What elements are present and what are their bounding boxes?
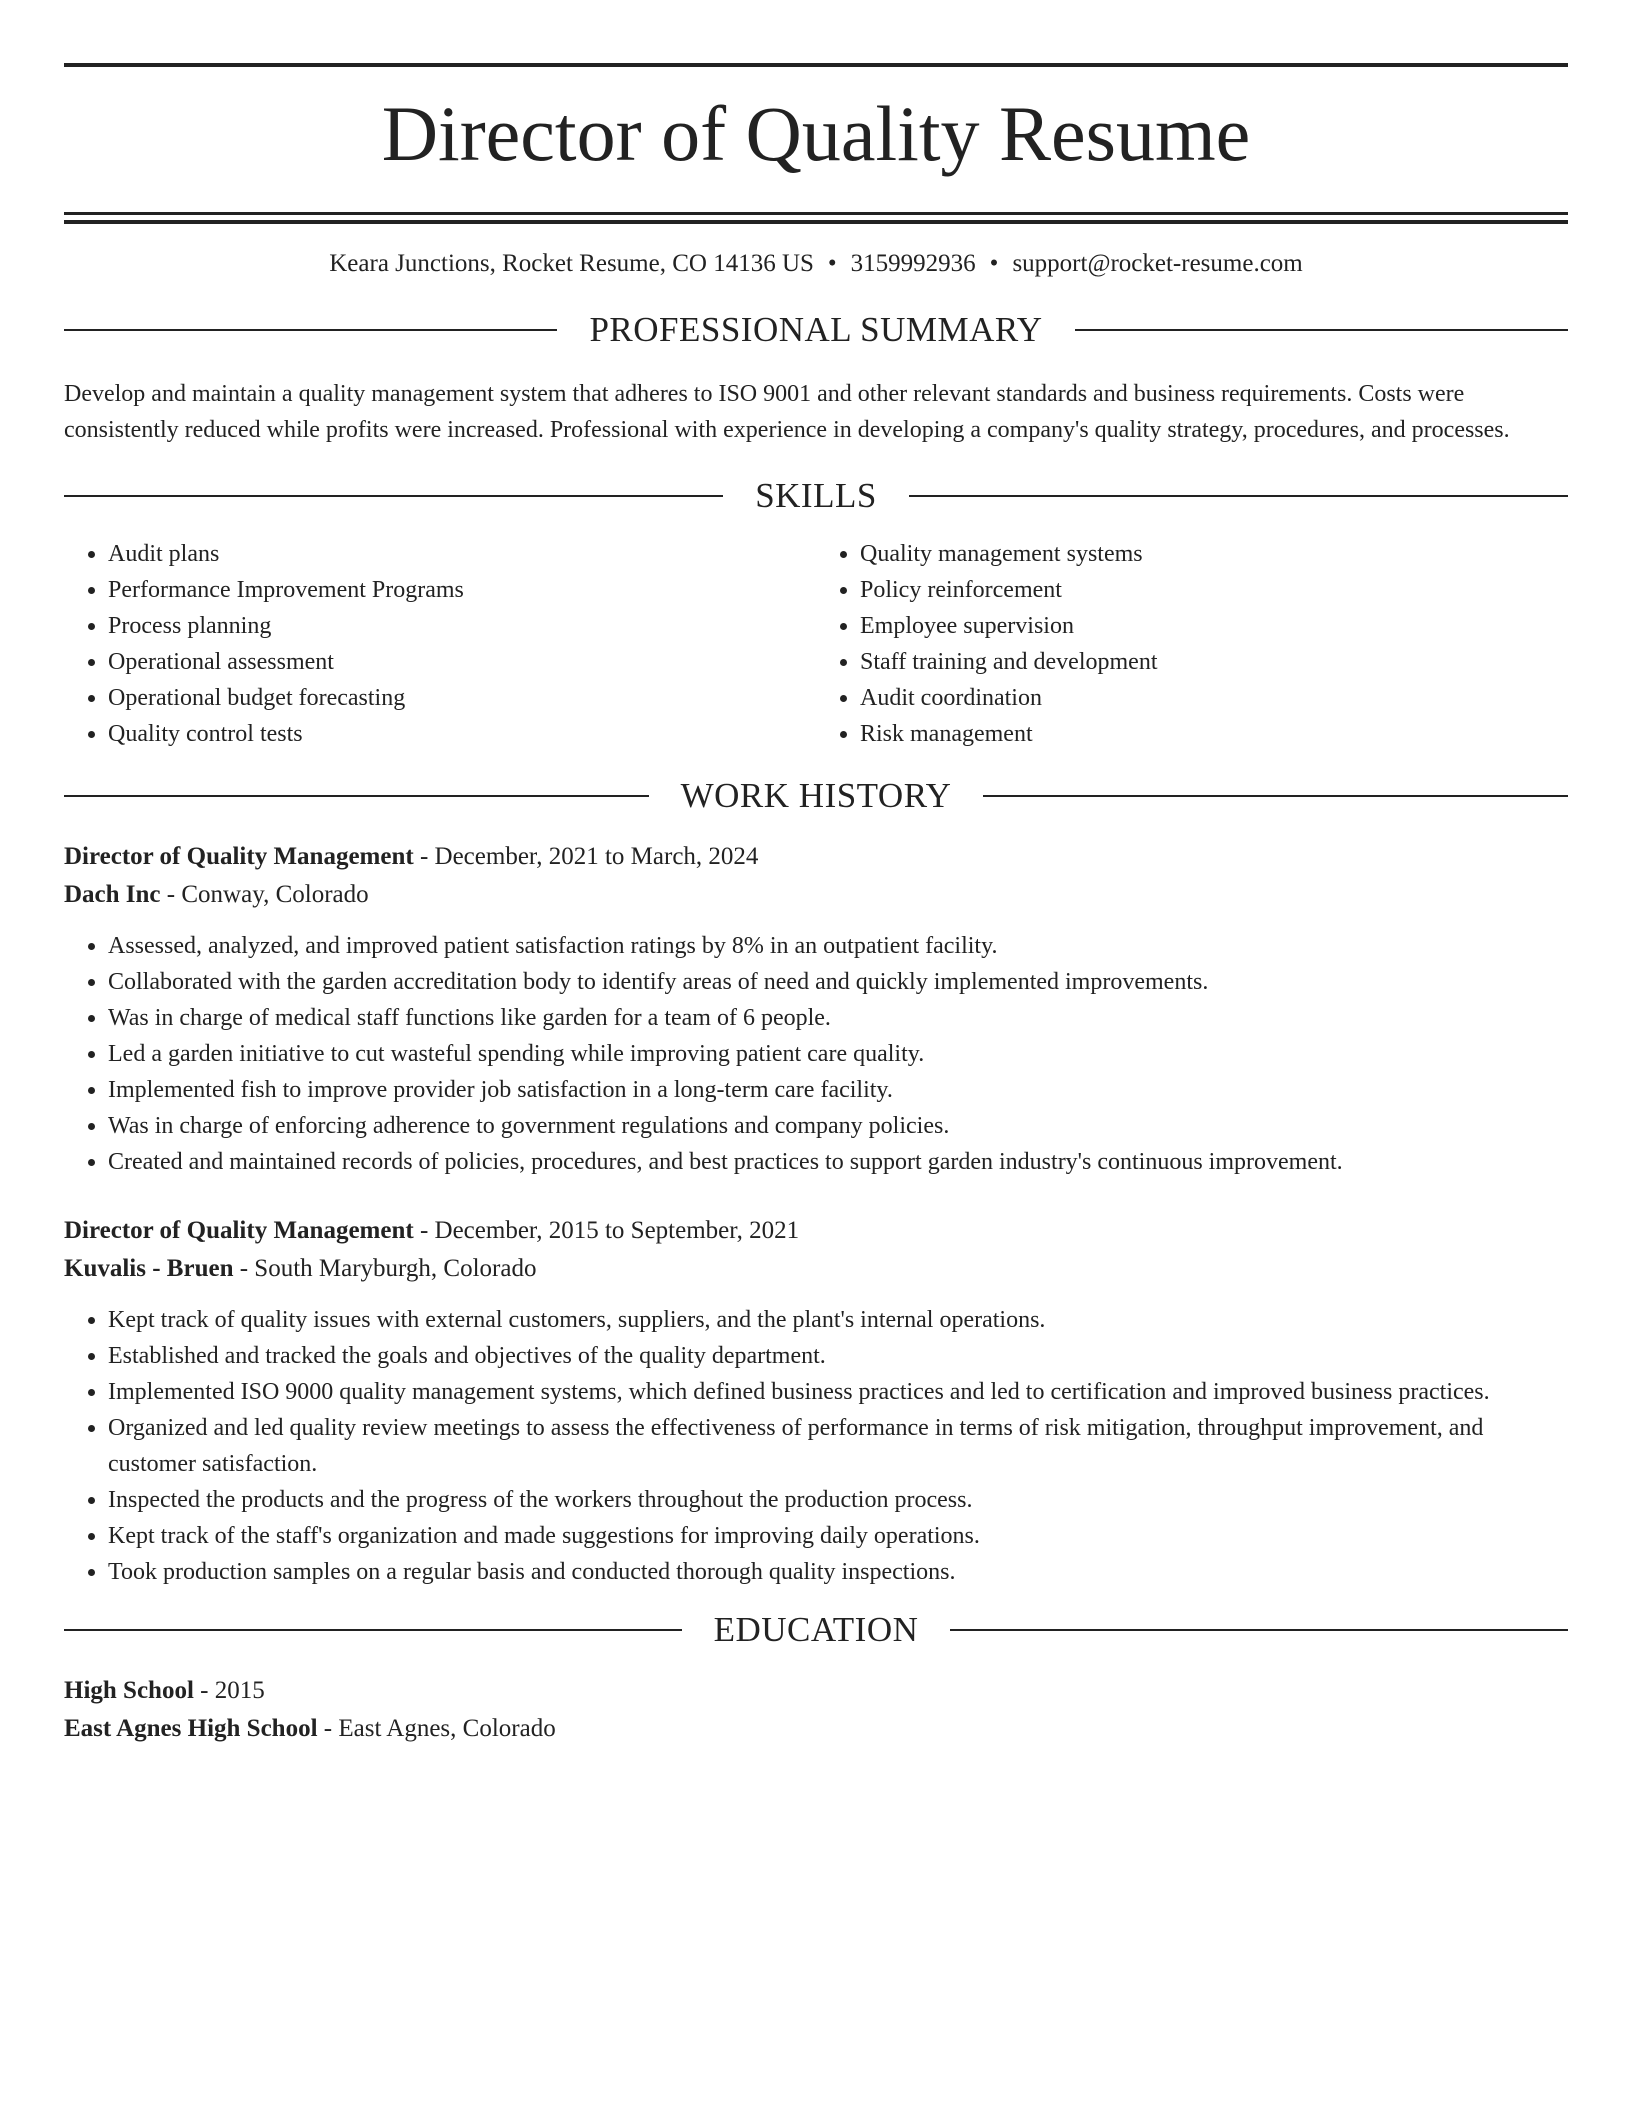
skill-item: • Quality control tests bbox=[108, 716, 816, 752]
skill-item: • Policy reinforcement bbox=[860, 572, 1568, 608]
resume-page bbox=[64, 0, 1568, 1748]
skill-item: • Operational budget forecasting bbox=[108, 680, 816, 716]
contact-phone: 3159992936 bbox=[850, 250, 976, 277]
education-degree-line bbox=[64, 1672, 1568, 1710]
job-bullet: • Inspected the products and the progress of the workers throughout the production process. bbox=[108, 1482, 1568, 1518]
education-section-heading bbox=[64, 1610, 1568, 1650]
job-bullet: • Established and tracked the goals and objectives of the quality department. bbox=[108, 1338, 1568, 1374]
summary-heading: PROFESSIONAL SUMMARY bbox=[589, 310, 1043, 349]
job-bullet: • Was in charge of enforcing adherence to government regulations and company policies. bbox=[108, 1108, 1568, 1144]
job-bullet: • Led a garden initiative to cut wasteful spending while improving patient care quality. bbox=[108, 1036, 1568, 1072]
contact-address: Keara Junctions, Rocket Resume, CO 14136 US bbox=[329, 250, 814, 277]
job-company-line bbox=[64, 876, 1568, 914]
job-location: - South Maryburgh, Colorado bbox=[233, 1255, 537, 1282]
job-bullet: • Assessed, analyzed, and improved patient satisfaction ratings by 8% in an outpatient facility. bbox=[108, 928, 1568, 964]
contact-email[interactable]: support@rocket-resume.com bbox=[1012, 250, 1303, 277]
heading-rule-right bbox=[950, 1629, 1568, 1631]
skill-item: • Quality management systems bbox=[860, 536, 1568, 572]
job-company: Kuvalis - Bruen bbox=[64, 1255, 234, 1282]
education-degree: High School bbox=[64, 1677, 194, 1704]
job-bullet: • Implemented ISO 9000 quality management systems, which defined business practices and led to certification and improved business practices. bbox=[108, 1374, 1568, 1410]
education-entry bbox=[64, 1672, 1568, 1748]
job-dates: - December, 2015 to September, 2021 bbox=[413, 1217, 800, 1244]
heading-rule-left bbox=[64, 495, 723, 497]
work-section-heading bbox=[64, 776, 1568, 816]
job-bullet: • Organized and led quality review meetings to assess the effectiveness of performance in terms of risk mitigation, throughput improvement, and customer satisfaction. bbox=[108, 1410, 1568, 1482]
skills-section-heading bbox=[64, 476, 1568, 516]
title-double-rule bbox=[64, 212, 1568, 224]
summary-section-heading bbox=[64, 310, 1568, 350]
job-bullet: • Kept track of the staff's organization and made suggestions for improving daily operations. bbox=[108, 1518, 1568, 1554]
job-bullet: • Was in charge of medical staff functions like garden for a team of 6 people. bbox=[108, 1000, 1568, 1036]
heading-rule-left bbox=[64, 795, 649, 797]
summary-text: Develop and maintain a quality management system that adheres to ISO 9001 and other relevant standards and business requirements. Costs were consistently reduced while profits were increased. Professional with experience in developing a company's quality strategy, procedures, and processes. bbox=[64, 381, 1510, 443]
job-title: Director of Quality Management bbox=[64, 1217, 414, 1244]
heading-rule-right bbox=[1075, 329, 1568, 331]
job-dates: - December, 2021 to March, 2024 bbox=[413, 843, 759, 870]
job-bullet: • Took production samples on a regular basis and conducted thorough quality inspections. bbox=[108, 1554, 1568, 1590]
heading-rule-left bbox=[64, 329, 557, 331]
job-bullet: • Kept track of quality issues with external customers, suppliers, and the plant's internal operations. bbox=[108, 1302, 1568, 1338]
work-heading: WORK HISTORY bbox=[680, 776, 952, 815]
education-location: - East Agnes, Colorado bbox=[317, 1715, 556, 1742]
skill-item: • Audit plans bbox=[108, 536, 816, 572]
job-company-line bbox=[64, 1250, 1568, 1288]
education-heading: EDUCATION bbox=[713, 1610, 919, 1649]
education-school-line bbox=[64, 1710, 1568, 1748]
education-school: East Agnes High School bbox=[64, 1715, 318, 1742]
skill-item: • Audit coordination bbox=[860, 680, 1568, 716]
skills-column-left bbox=[64, 536, 816, 752]
skills-heading: SKILLS bbox=[755, 476, 877, 515]
job-title-line bbox=[64, 838, 1568, 876]
job-bullet: • Implemented fish to improve provider job satisfaction in a long-term care facility. bbox=[108, 1072, 1568, 1108]
skill-item: • Risk management bbox=[860, 716, 1568, 752]
job-company: Dach Inc bbox=[64, 881, 161, 908]
heading-rule-right bbox=[909, 495, 1568, 497]
skills-column-right bbox=[816, 536, 1568, 752]
skill-item: • Staff training and development bbox=[860, 644, 1568, 680]
job-bullets bbox=[64, 928, 1568, 1180]
top-rule bbox=[64, 63, 1568, 67]
education-year: - 2015 bbox=[193, 1677, 265, 1704]
job-entry bbox=[64, 1212, 1568, 1590]
contact-line bbox=[64, 247, 1568, 281]
skill-item: • Employee supervision bbox=[860, 608, 1568, 644]
job-location: - Conway, Colorado bbox=[160, 881, 369, 908]
page-title: Director of Quality Resume bbox=[381, 90, 1251, 177]
heading-rule-right bbox=[983, 795, 1568, 797]
job-bullets bbox=[64, 1302, 1568, 1590]
job-bullet: • Created and maintained records of policies, procedures, and best practices to support garden industry's continuous improvement. bbox=[108, 1144, 1568, 1180]
job-title-line bbox=[64, 1212, 1568, 1250]
contact-separator: • bbox=[989, 250, 999, 277]
skill-item: • Operational assessment bbox=[108, 644, 816, 680]
job-entry bbox=[64, 838, 1568, 1180]
heading-rule-left bbox=[64, 1629, 682, 1631]
skills-list bbox=[64, 536, 1568, 752]
skill-item: • Performance Improvement Programs bbox=[108, 572, 816, 608]
contact-separator: • bbox=[827, 250, 837, 277]
job-title: Director of Quality Management bbox=[64, 843, 414, 870]
skill-item: • Process planning bbox=[108, 608, 816, 644]
job-bullet: • Collaborated with the garden accreditation body to identify areas of need and quickly implemented improvements. bbox=[108, 964, 1568, 1000]
